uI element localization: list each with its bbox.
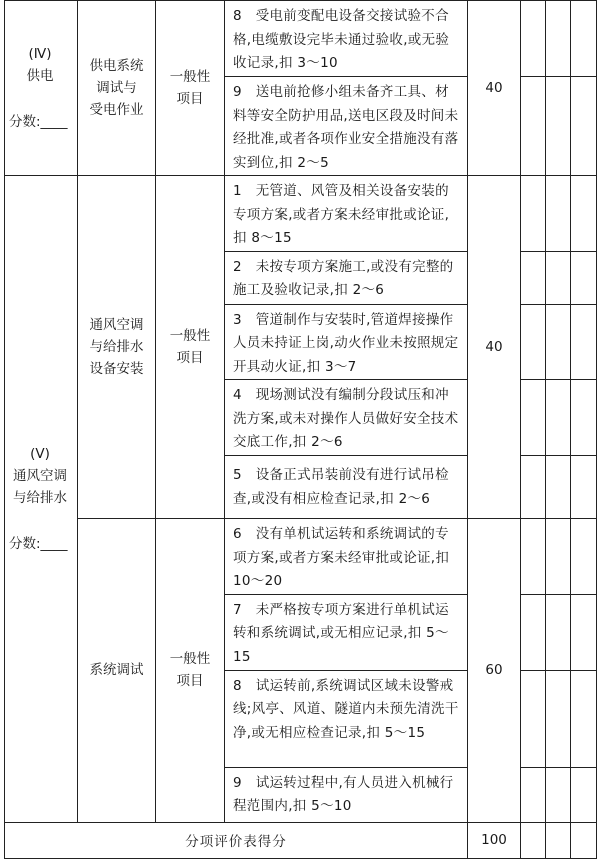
deduction-cell[interactable] [521, 767, 546, 822]
deduction-cell[interactable] [521, 380, 546, 456]
deduction-cell[interactable] [521, 456, 546, 519]
check-item: 7 未严格按专项方案进行单机试运转和系统调试,或无相应记录,扣 5～15 [225, 594, 468, 670]
table-row [5, 1, 597, 77]
check-item: 8 试运转前,系统调试区域未设警戒线;风亭、风道、隧道内未预先清洗干净,或无相应检查记录,扣 5～15 [225, 670, 468, 767]
score-cell[interactable] [546, 519, 571, 595]
note-cell[interactable] [571, 176, 597, 252]
deduction-cell[interactable] [521, 519, 546, 595]
item-type: 一般性 项目 [156, 519, 225, 823]
score-cell[interactable] [546, 304, 571, 380]
check-item: 2 未按专项方案施工,或没有完整的施工及验收记录,扣 2～6 [225, 251, 468, 304]
score-cell[interactable] [546, 77, 571, 176]
deduction-cell[interactable] [521, 304, 546, 380]
note-cell[interactable] [571, 670, 597, 767]
note-cell[interactable] [571, 1, 597, 77]
score-cell[interactable] [546, 822, 571, 858]
score-cell[interactable] [546, 251, 571, 304]
category-cell [5, 176, 78, 823]
total-label: 分项评价表得分 [5, 822, 468, 858]
note-cell[interactable] [571, 594, 597, 670]
deduction-cell[interactable] [521, 670, 546, 767]
subsection-name: 供电系统 调试与 受电作业 [78, 1, 156, 176]
table-row [5, 519, 597, 595]
deduction-cell[interactable] [521, 176, 546, 252]
score-cell[interactable] [546, 176, 571, 252]
subsection-name: 系统调试 [78, 519, 156, 823]
score-cell[interactable] [546, 594, 571, 670]
item-type: 一般性 项目 [156, 176, 225, 519]
note-cell[interactable] [571, 519, 597, 595]
check-item: 4 现场测试没有编制分段试压和冲洗方案,或未对操作人员做好安全技术交底工作,扣 2～6 [225, 380, 468, 456]
category-score-label: 分数:____ [9, 114, 68, 130]
table-row [5, 176, 597, 252]
subsection-name: 通风空调 与给排水 设备安装 [78, 176, 156, 519]
score-cell[interactable] [546, 380, 571, 456]
check-item: 6 没有单机试运转和系统调试的专项方案,或者方案未经审批或论证,扣 10～20 [225, 519, 468, 595]
deduction-cell[interactable] [521, 1, 546, 77]
deduction-cell[interactable] [521, 594, 546, 670]
full-score: 60 [468, 519, 521, 823]
check-item: 5 设备正式吊装前没有进行试吊检查,或没有相应检查记录,扣 2～6 [225, 456, 468, 519]
note-cell[interactable] [571, 822, 597, 858]
category-number: (Ⅳ) [28, 46, 52, 62]
note-cell[interactable] [571, 767, 597, 822]
score-cell[interactable] [546, 456, 571, 519]
total-row [5, 822, 597, 858]
note-cell[interactable] [571, 456, 597, 519]
category-cell [5, 1, 78, 176]
deduction-cell[interactable] [521, 822, 546, 858]
note-cell[interactable] [571, 304, 597, 380]
full-score: 40 [468, 1, 521, 176]
total-full-score: 100 [468, 822, 521, 858]
note-cell[interactable] [571, 380, 597, 456]
evaluation-table [4, 0, 597, 859]
check-item: 1 无管道、风管及相关设备安装的专项方案,或者方案未经审批或论证,扣 8～15 [225, 176, 468, 252]
score-cell[interactable] [546, 1, 571, 77]
note-cell[interactable] [571, 77, 597, 176]
category-name: 通风空调 与给排水 [13, 467, 67, 506]
check-item: 9 送电前抢修小组未备齐工具、材料等安全防护用品,送电区段及时间未经批准,或者各项作业安全措施没有落实到位,扣 2～5 [225, 77, 468, 176]
check-item: 3 管道制作与安装时,管道焊接操作人员未持证上岗,动火作业未按照规定开具动火证,扣 3～7 [225, 304, 468, 380]
score-cell[interactable] [546, 670, 571, 767]
deduction-cell[interactable] [521, 77, 546, 176]
note-cell[interactable] [571, 251, 597, 304]
score-cell[interactable] [546, 767, 571, 822]
full-score: 40 [468, 176, 521, 519]
category-name: 供电 [26, 68, 54, 84]
check-item: 9 试运转过程中,有人员进入机械行程范围内,扣 5～10 [225, 767, 468, 822]
category-score-label: 分数:____ [9, 535, 68, 552]
deduction-cell[interactable] [521, 251, 546, 304]
check-item: 8 受电前变配电设备交接试验不合格,电缆敷设完毕未通过验收,或无验收记录,扣 3～10 [225, 1, 468, 77]
category-number: (Ⅴ) [30, 445, 50, 462]
item-type: 一般性 项目 [156, 1, 225, 176]
